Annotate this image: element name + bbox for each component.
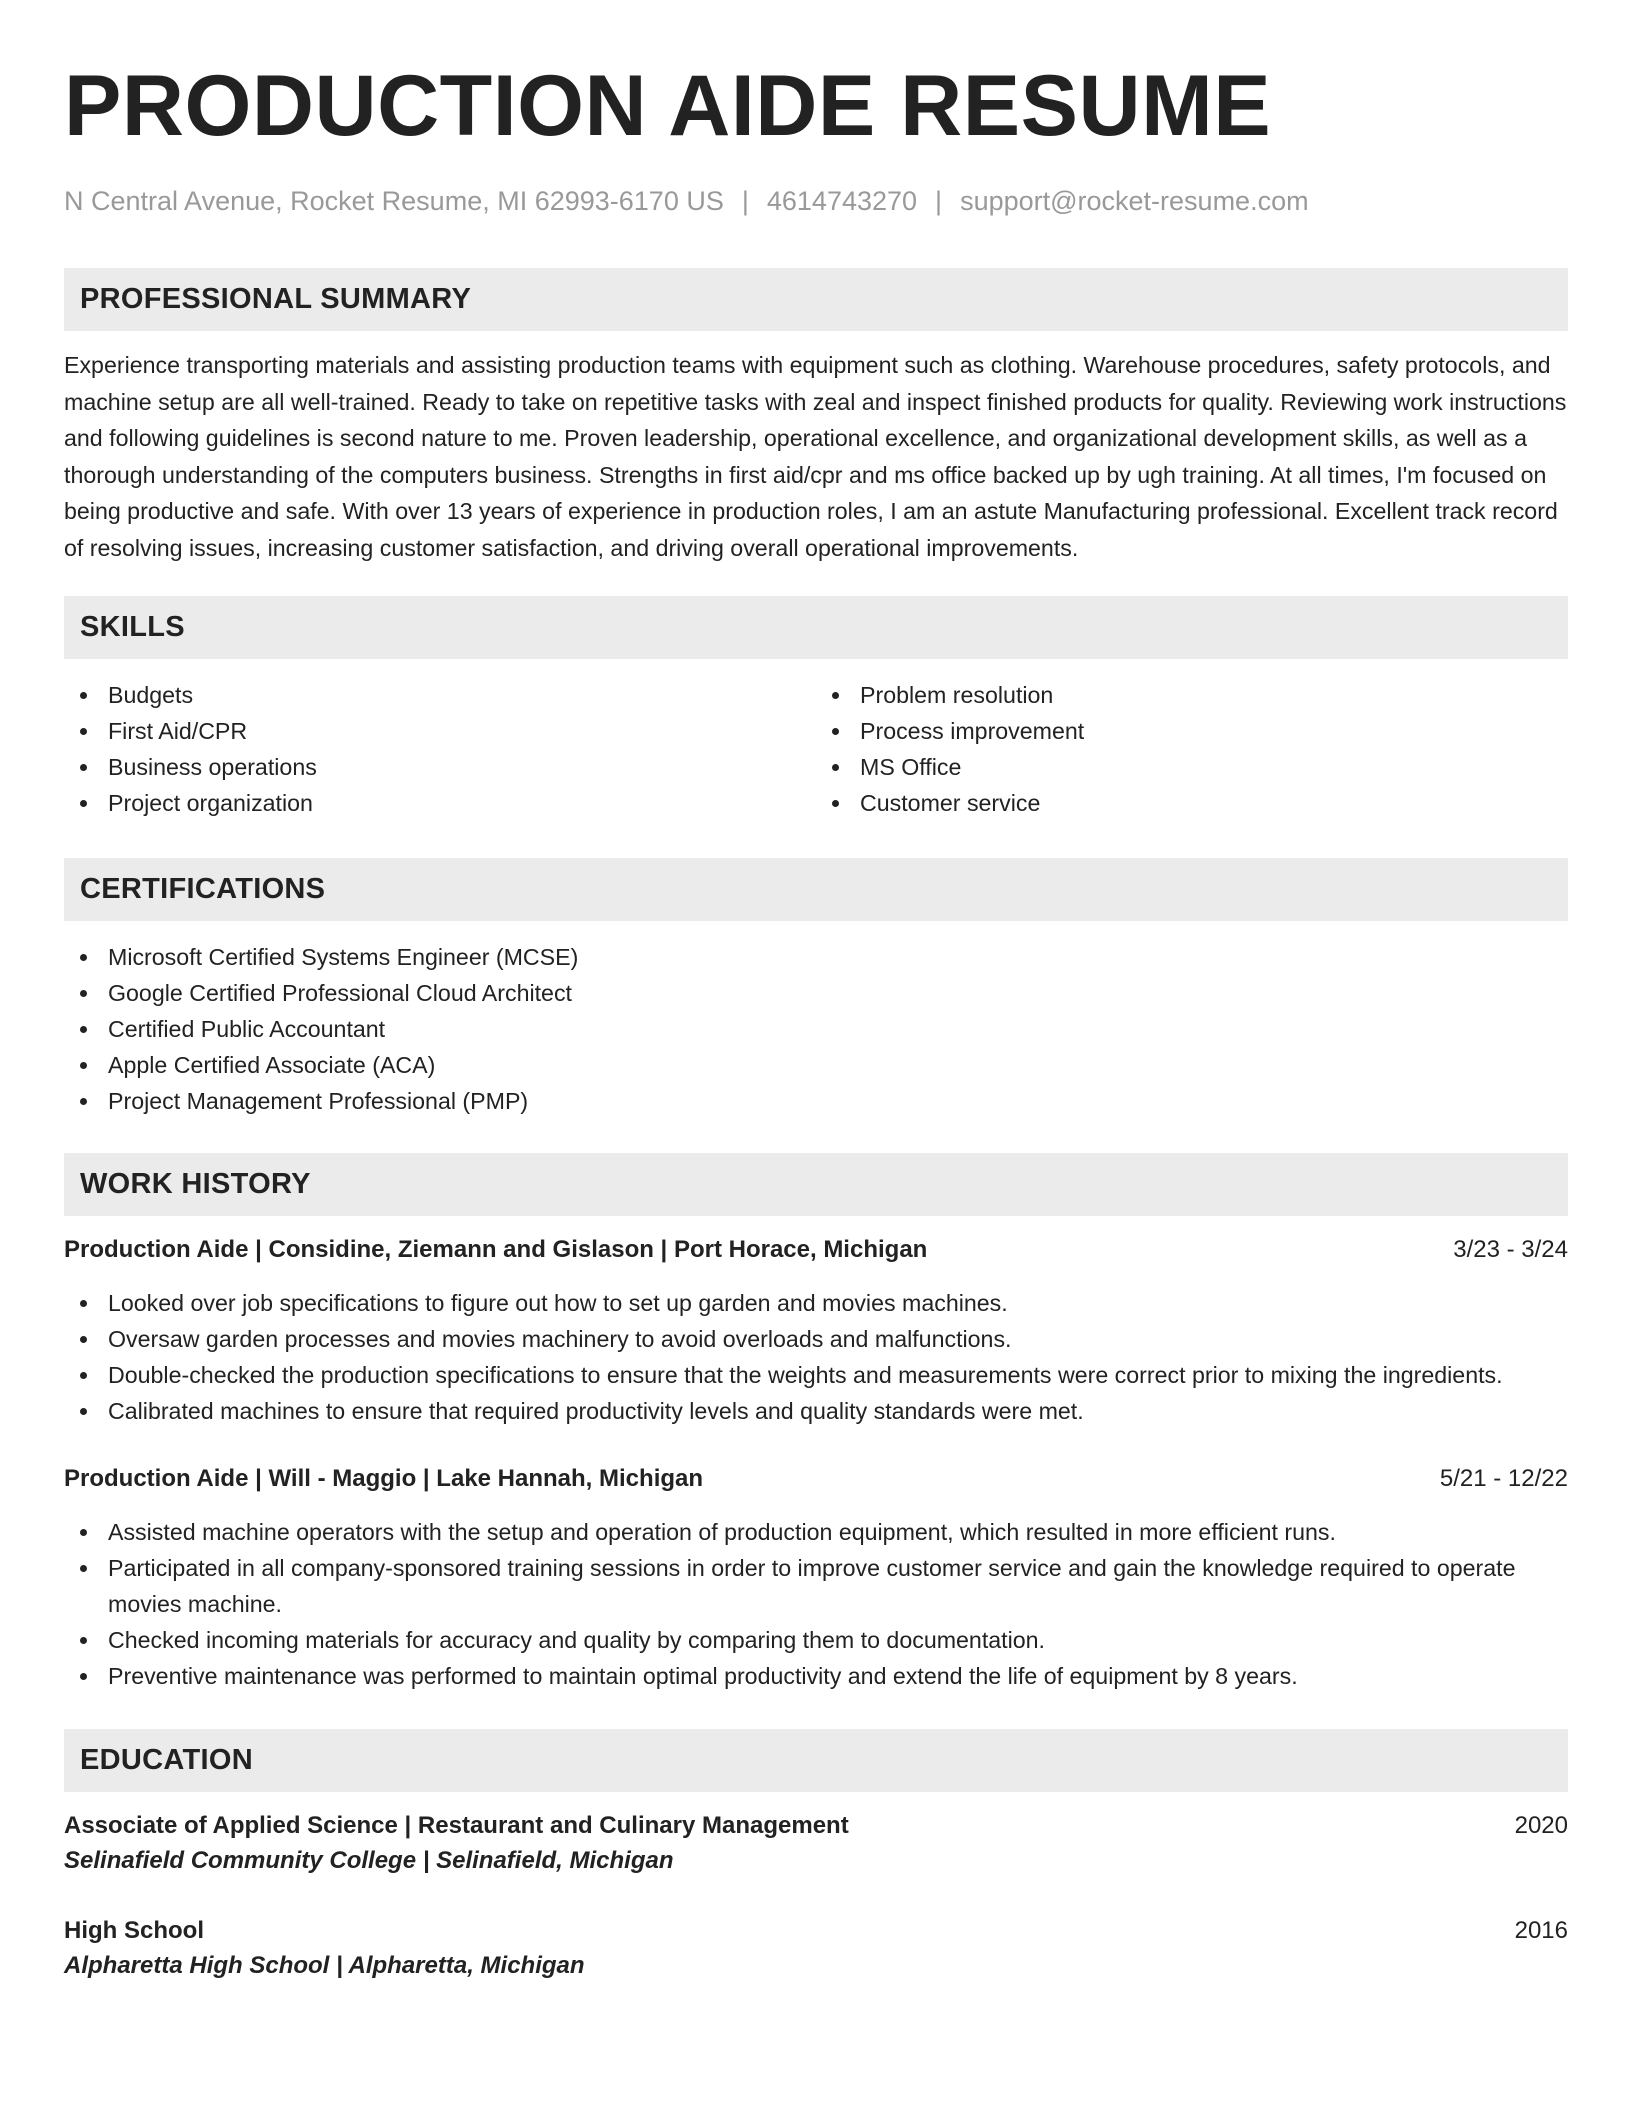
section-header-education: EDUCATION — [64, 1729, 1568, 1792]
education-year: 2016 — [1514, 1917, 1568, 1944]
certification-item: Apple Certified Associate (ACA) — [64, 1047, 1568, 1083]
certification-item: Certified Public Accountant — [64, 1011, 1568, 1047]
contact-address: N Central Avenue, Rocket Resume, MI 62993-6170 US — [64, 186, 724, 216]
job-bullet: Calibrated machines to ensure that required productivity levels and quality standards were met. — [64, 1393, 1568, 1429]
certification-item: Microsoft Certified Systems Engineer (MCSE) — [64, 939, 1568, 975]
education-degree: High School — [64, 1917, 204, 1944]
job-bullets — [64, 1514, 1568, 1694]
education-heading-row — [64, 1809, 1568, 1843]
contact-separator: | — [741, 186, 749, 216]
job-heading: Production Aide | Considine, Ziemann and Gislason | Port Horace, Michigan — [64, 1236, 928, 1263]
contact-phone: 4614743270 — [766, 186, 918, 216]
resume-title: PRODUCTION AIDE RESUME — [64, 58, 1272, 154]
job-bullet: Preventive maintenance was performed to maintain optimal productivity and extend the life of equipment by 8 years. — [64, 1658, 1568, 1694]
section-header-work-history: WORK HISTORY — [64, 1153, 1568, 1216]
job-bullet: Participated in all company-sponsored training sessions in order to improve customer service and gain the knowledge required to operate movies machine. — [64, 1550, 1568, 1622]
job-bullet: Looked over job specifications to figure out how to set up garden and movies machines. — [64, 1285, 1568, 1321]
skill-item: First Aid/CPR — [64, 713, 816, 749]
job-heading-row — [64, 1233, 1568, 1267]
certification-item: Google Certified Professional Cloud Architect — [64, 975, 1568, 1011]
skills-list — [64, 677, 1568, 821]
summary-text: Experience transporting materials and assisting production teams with equipment such as clothing. Warehouse procedures, safety protocols, and machine setup are all well-trained. Ready to take on repetitive tasks with zeal and inspect finished products for quality. Reviewing work instructions and following guidelines is second nature to me. Proven leadership, operational excellence, and organizational development skills, as well as a thorough understanding of the computers business. Strengths in first aid/cpr and ms office backed up by ugh training. At all times, I'm focused on being productive and safe. With over 13 years of experience in production roles, I am an astute Manufacturing professional. Excellent track record of resolving issues, increasing customer satisfaction, and driving overall operational improvements. — [64, 352, 1567, 561]
section-header-skills: SKILLS — [64, 596, 1568, 659]
skill-item: Project organization — [64, 785, 816, 821]
skill-item: Business operations — [64, 749, 816, 785]
job-bullet: Checked incoming materials for accuracy and quality by comparing them to documentation. — [64, 1622, 1568, 1658]
education-year: 2020 — [1514, 1812, 1568, 1839]
certification-item: Project Management Professional (PMP) — [64, 1083, 1568, 1119]
job-heading: Production Aide | Will - Maggio | Lake Hannah, Michigan — [64, 1465, 704, 1492]
education-school: Alpharetta High School | Alpharetta, Michigan — [64, 1952, 585, 1979]
job-dates: 5/21 - 12/22 — [1439, 1465, 1568, 1492]
job-bullet: Double-checked the production specifications to ensure that the weights and measurements were correct prior to mixing the ingredients. — [64, 1357, 1568, 1393]
job-dates: 3/23 - 3/24 — [1453, 1236, 1568, 1263]
skill-item: Customer service — [816, 785, 1568, 821]
job-bullet: Assisted machine operators with the setup and operation of production equipment, which resulted in more efficient runs. — [64, 1514, 1568, 1550]
job-entry — [64, 1462, 1568, 1694]
education-school: Selinafield Community College | Selinafield, Michigan — [64, 1847, 674, 1874]
skill-item: MS Office — [816, 749, 1568, 785]
education-heading-row — [64, 1914, 1568, 1948]
contact-email: support@rocket-resume.com — [960, 186, 1309, 216]
skill-item: Problem resolution — [816, 677, 1568, 713]
skill-item: Budgets — [64, 677, 816, 713]
skills-column-left — [64, 677, 816, 821]
job-bullets — [64, 1285, 1568, 1429]
section-header-summary: PROFESSIONAL SUMMARY — [64, 268, 1568, 331]
job-entry — [64, 1233, 1568, 1429]
education-degree: Associate of Applied Science | Restaurant and Culinary Management — [64, 1812, 849, 1839]
education-entry — [64, 1809, 1568, 1879]
job-bullet: Oversaw garden processes and movies machinery to avoid overloads and malfunctions. — [64, 1321, 1568, 1357]
contact-line — [64, 184, 1568, 218]
education-entry — [64, 1914, 1568, 1984]
job-heading-row — [64, 1462, 1568, 1496]
section-header-certifications: CERTIFICATIONS — [64, 858, 1568, 921]
skill-item: Process improvement — [816, 713, 1568, 749]
contact-separator: | — [935, 186, 943, 216]
certifications-list — [64, 939, 1568, 1119]
skills-column-right — [816, 677, 1568, 821]
